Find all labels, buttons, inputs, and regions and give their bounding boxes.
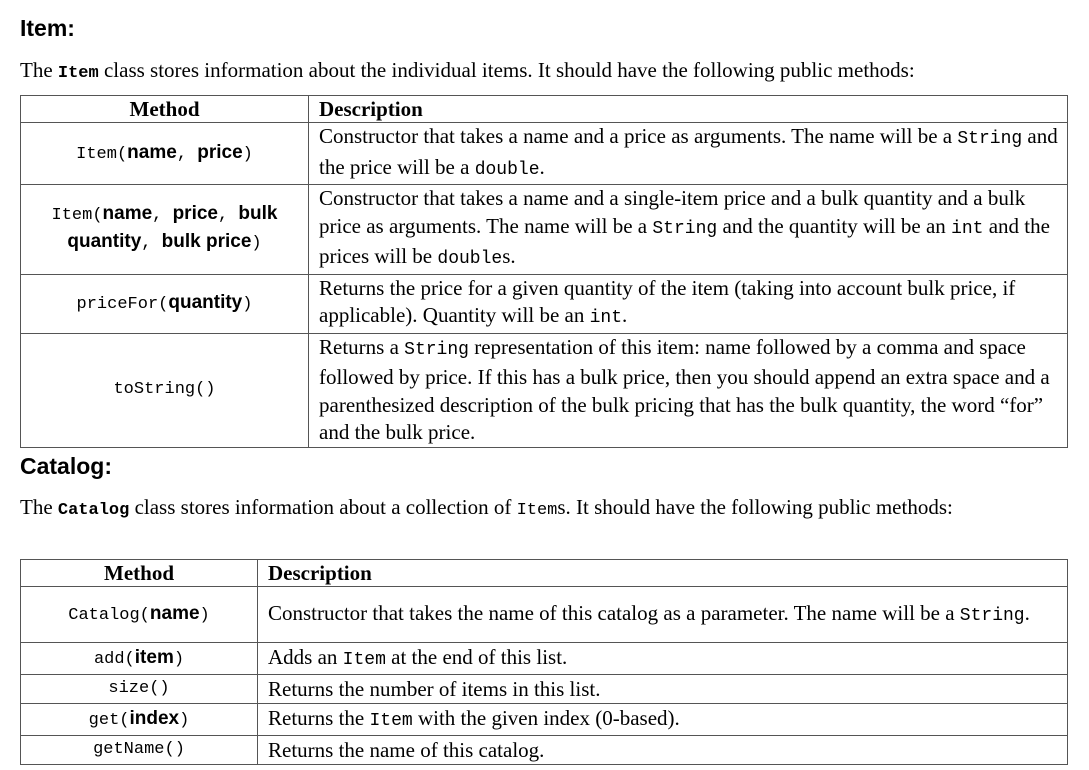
description-cell: [258, 704, 1068, 736]
method-text: getName(): [93, 740, 185, 759]
method-text: ): [179, 710, 190, 730]
catalog-intro-post: s. It should have the following public methods:: [557, 495, 953, 519]
method-cell: [21, 274, 309, 333]
table-header-row: [21, 560, 1068, 587]
method-column-header: Method: [21, 96, 309, 123]
description-cell: [258, 643, 1068, 675]
catalog-intro-items: Item: [516, 501, 558, 520]
description-cell: [258, 587, 1068, 643]
method-text: get(: [88, 710, 130, 730]
method-text: Item(: [51, 206, 103, 226]
desc-code: String: [959, 606, 1025, 626]
desc-code: double: [437, 249, 503, 269]
desc-text: at the end of this list.: [385, 645, 568, 669]
item-methods-table: [20, 95, 1068, 448]
item-intro: [20, 57, 915, 87]
description-cell: [309, 185, 1068, 275]
desc-text: Constructor that takes a name and a single-item price and a bulk quantity and a bulk price as arguments. The name will be a: [319, 186, 1026, 238]
method-param: price: [172, 203, 218, 225]
method-text: ): [173, 649, 185, 669]
method-text: ,: [141, 234, 162, 254]
method-text: Item(: [76, 144, 128, 164]
method-param: price: [197, 141, 243, 163]
method-cell: [21, 675, 258, 704]
method-param: name: [127, 141, 177, 163]
table-header-row: [21, 96, 1068, 123]
desc-text: Adds an: [268, 645, 343, 669]
method-cell: [21, 643, 258, 675]
desc-text: Returns the: [268, 706, 370, 730]
description-cell: [258, 736, 1068, 765]
method-text: ): [242, 144, 253, 164]
method-cell: [21, 587, 258, 643]
method-cell: [21, 736, 258, 765]
method-text: ): [199, 605, 210, 625]
desc-text: representation of this item: name followed by a comma and space followed by price. If this has a bulk price, then you should append an extra space and a parenthesized description of the bulk pricing that has the bulk quantity, the word “for” and the bulk price.: [319, 334, 1050, 444]
method-text: toString(): [113, 380, 216, 399]
desc-text: Returns a: [319, 334, 405, 359]
desc-text: .: [539, 154, 545, 179]
method-cell: [21, 333, 309, 447]
method-text: size(): [108, 679, 170, 698]
table-row: [21, 675, 1068, 704]
desc-text: Constructor that takes the name of this catalog as a parameter. The name will be a: [268, 601, 960, 625]
desc-text: Returns the price for a given quantity of the item (taking into account bulk price, if applicable). Quantity will be an: [319, 275, 1016, 327]
desc-text: Returns the name of this catalog.: [268, 738, 545, 762]
method-text: priceFor(: [76, 294, 169, 314]
method-cell: [21, 185, 309, 275]
catalog-heading: Catalog:: [20, 453, 112, 479]
method-param: name: [149, 602, 200, 624]
desc-text: with the given index (0-based).: [412, 706, 680, 730]
table-row: [21, 185, 1068, 275]
method-param: name: [102, 203, 153, 225]
desc-code: Item: [342, 650, 386, 670]
item-heading: Item:: [20, 15, 75, 41]
desc-code: String: [957, 129, 1023, 149]
method-text: Catalog(: [68, 605, 150, 625]
table-row: [21, 274, 1068, 333]
desc-code: int: [951, 218, 984, 239]
desc-text: Returns the number of items in this list.: [268, 677, 601, 701]
description-column-header: Description: [309, 96, 1068, 123]
table-row: [21, 123, 1068, 185]
method-cell: [21, 123, 309, 185]
desc-text: and the price will be a: [319, 124, 1058, 179]
desc-code: String: [652, 218, 718, 239]
desc-text: and the quantity will be an: [717, 213, 952, 238]
catalog-intro-mid: class stores information about a collection of: [129, 495, 517, 519]
desc-code: double: [474, 159, 540, 180]
method-text: ): [251, 234, 262, 254]
table-row: [21, 333, 1068, 447]
desc-text: Constructor that takes a name and a price as arguments. The name will be a: [319, 124, 958, 148]
catalog-methods-table: [20, 559, 1068, 765]
method-cell: [21, 704, 258, 736]
item-intro-class: Item: [57, 64, 99, 83]
table-row: [21, 704, 1068, 736]
catalog-intro-pre: The: [20, 495, 58, 519]
desc-text: .: [1024, 601, 1030, 625]
method-param: item: [134, 646, 174, 668]
table-row: [21, 587, 1068, 643]
description-cell: [309, 274, 1068, 333]
table-row: [21, 643, 1068, 675]
catalog-intro-class: Catalog: [57, 501, 130, 520]
method-text: ,: [176, 144, 198, 164]
method-param: quantity: [168, 291, 243, 313]
desc-text: .: [622, 303, 628, 327]
item-intro-post: class stores information about the individual items. It should have the following public methods:: [98, 58, 915, 82]
item-intro-pre: The: [20, 58, 58, 82]
description-column-header: Description: [258, 560, 1068, 587]
catalog-intro: [20, 494, 1020, 524]
description-cell: [258, 675, 1068, 704]
method-text: add(: [93, 649, 135, 669]
desc-code: String: [404, 339, 469, 360]
method-param: index: [129, 707, 180, 729]
method-param: bulk quantity: [67, 203, 278, 253]
desc-text: s.: [502, 244, 516, 268]
description-cell: [309, 333, 1068, 447]
method-text: ,: [152, 206, 173, 226]
method-text: ): [242, 294, 253, 314]
table-row: [21, 736, 1068, 765]
method-column-header: Method: [21, 560, 258, 587]
method-text: ,: [218, 206, 239, 226]
desc-code: int: [589, 308, 622, 328]
desc-code: Item: [369, 711, 413, 731]
method-param: bulk price: [161, 231, 252, 253]
desc-text: and the prices will be: [319, 213, 1050, 268]
description-cell: [309, 123, 1068, 185]
